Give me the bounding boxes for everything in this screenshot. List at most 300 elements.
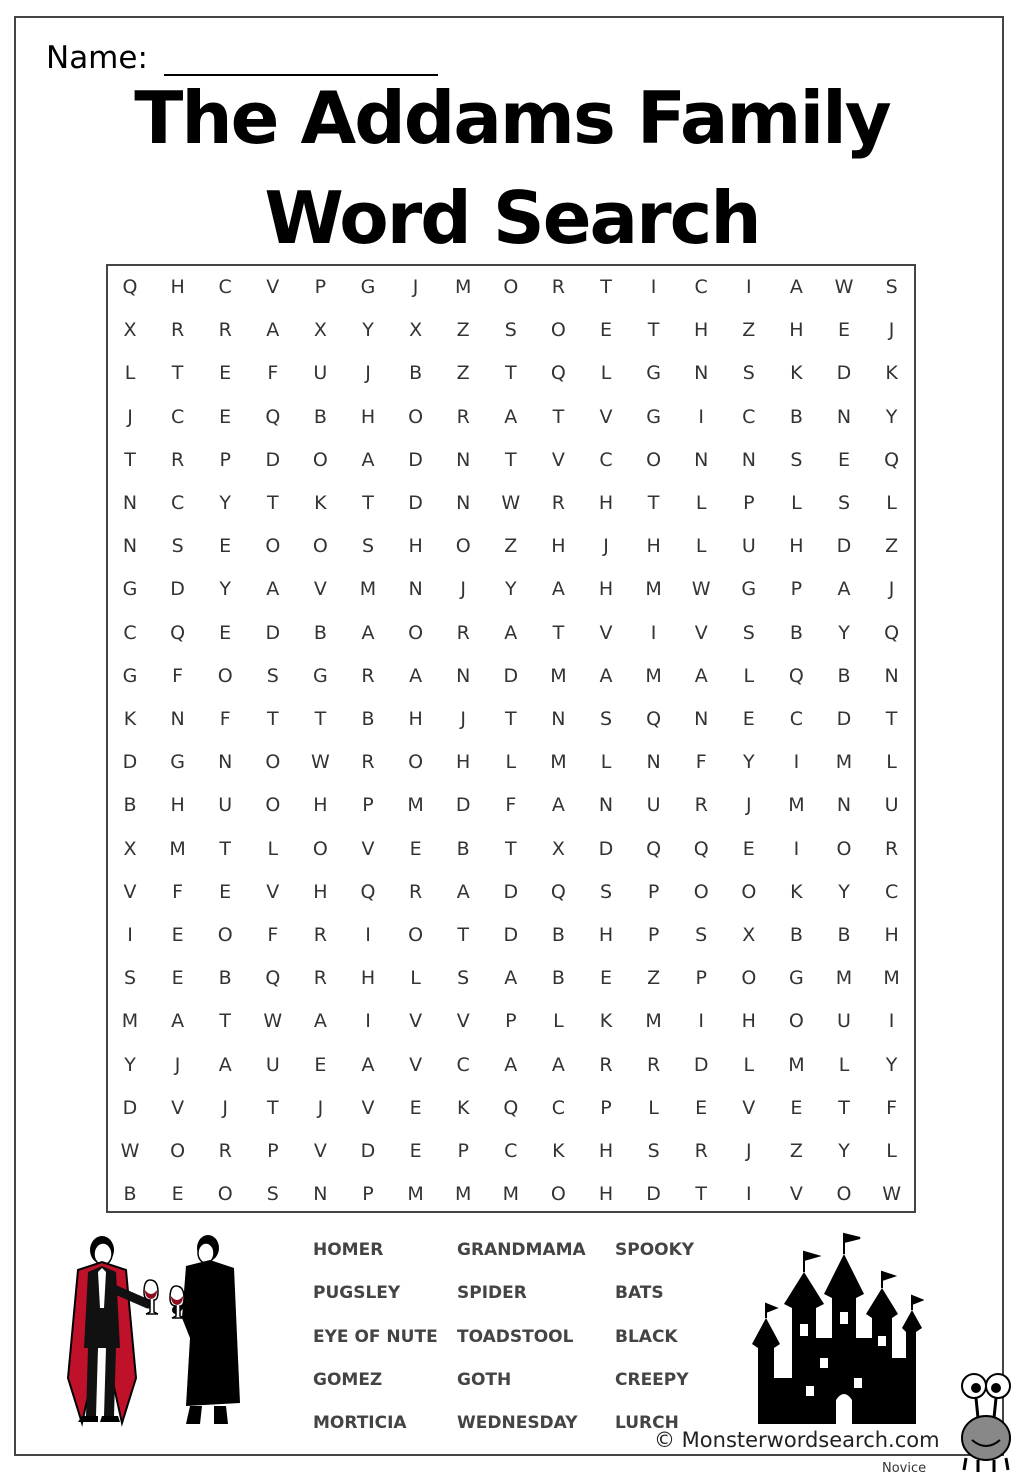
grid-letter[interactable]: T [504, 837, 517, 860]
grid-letter[interactable]: O [408, 405, 424, 428]
grid-letter[interactable]: T [171, 362, 184, 385]
grid-letter[interactable]: Y [362, 319, 374, 342]
grid-letter[interactable]: E [219, 621, 232, 644]
grid-letter[interactable]: C [123, 621, 137, 644]
grid-letter[interactable]: H [456, 751, 471, 774]
grid-letter[interactable]: F [695, 751, 707, 774]
grid-letter[interactable]: J [745, 1140, 752, 1162]
grid-letter[interactable]: H [598, 492, 614, 514]
grid-letter[interactable]: B [837, 664, 851, 687]
grid-letter[interactable]: A [266, 319, 280, 342]
grid-letter[interactable]: D [836, 362, 852, 385]
grid-letter[interactable]: O [408, 751, 424, 774]
grid-letter[interactable]: O [646, 448, 662, 471]
grid-letter[interactable]: A [361, 621, 375, 644]
grid-letter[interactable]: J [174, 1053, 181, 1076]
grid-letter[interactable]: S [123, 967, 137, 990]
grid-letter[interactable]: H [789, 319, 804, 342]
grid-letter[interactable]: B [789, 405, 803, 428]
grid-letter[interactable]: H [884, 924, 899, 946]
grid-letter[interactable]: I [745, 1183, 752, 1206]
grid-letter[interactable]: L [791, 492, 802, 514]
grid-letter[interactable]: N [122, 535, 138, 558]
grid-letter[interactable]: P [600, 1096, 612, 1119]
grid-letter[interactable]: C [599, 448, 613, 471]
grid-letter[interactable]: I [698, 405, 704, 428]
grid-letter[interactable]: N [456, 448, 471, 471]
grid-letter[interactable]: M [550, 664, 567, 687]
grid-letter[interactable]: I [793, 751, 800, 774]
grid-letter[interactable]: H [598, 1140, 614, 1162]
grid-letter[interactable]: L [695, 492, 707, 514]
grid-letter[interactable]: O [408, 621, 424, 644]
grid-letter[interactable]: D [836, 535, 852, 558]
grid-letter[interactable]: B [789, 621, 803, 644]
grid-letter[interactable]: F [172, 664, 184, 687]
grid-letter[interactable]: P [267, 1140, 279, 1162]
grid-letter[interactable]: Q [646, 708, 662, 730]
grid-letter[interactable]: T [552, 405, 565, 428]
grid-letter[interactable]: R [313, 924, 327, 946]
grid-letter[interactable]: I [650, 276, 657, 298]
grid-letter[interactable]: D [408, 492, 423, 514]
grid-letter[interactable]: J [365, 362, 371, 385]
grid-letter[interactable]: S [837, 492, 851, 514]
grid-letter[interactable]: S [599, 708, 613, 730]
grid-letter[interactable]: R [361, 664, 375, 687]
grid-letter[interactable]: Q [503, 1096, 519, 1119]
grid-letter[interactable]: N [551, 708, 566, 730]
grid-letter[interactable]: R [170, 319, 185, 342]
grid-letter[interactable]: T [266, 1096, 279, 1119]
grid-letter[interactable]: H [694, 319, 709, 342]
grid-letter[interactable]: V [456, 1010, 470, 1033]
grid-letter[interactable]: V [409, 1010, 423, 1033]
grid-letter[interactable]: R [694, 1140, 708, 1162]
grid-letter[interactable]: O [265, 751, 281, 774]
grid-letter[interactable]: B [218, 967, 232, 990]
grid-letter[interactable]: L [886, 492, 897, 514]
grid-letter[interactable]: V [599, 405, 613, 428]
grid-letter[interactable]: O [503, 276, 519, 298]
grid-letter[interactable]: M [359, 578, 377, 601]
grid-letter[interactable]: X [123, 837, 137, 860]
grid-letter[interactable]: D [408, 448, 423, 471]
grid-letter[interactable]: M [883, 967, 900, 990]
grid-letter[interactable]: M [169, 837, 186, 860]
grid-letter[interactable]: E [790, 1096, 803, 1119]
grid-letter[interactable]: U [265, 1053, 280, 1076]
grid-letter[interactable]: A [504, 1053, 518, 1076]
grid-letter[interactable]: Z [504, 535, 518, 558]
grid-letter[interactable]: H [741, 1010, 756, 1033]
grid-letter[interactable]: E [171, 1183, 184, 1206]
grid-letter[interactable]: Y [124, 1053, 136, 1076]
grid-letter[interactable]: N [170, 708, 185, 730]
grid-letter[interactable]: F [219, 708, 231, 730]
grid-letter[interactable]: A [551, 578, 565, 601]
grid-letter[interactable]: A [361, 448, 375, 471]
grid-letter[interactable]: U [313, 362, 328, 385]
grid-letter[interactable]: V [361, 837, 375, 860]
grid-letter[interactable]: T [504, 448, 517, 471]
grid-letter[interactable]: E [837, 319, 850, 342]
grid-letter[interactable]: B [409, 362, 423, 385]
grid-letter[interactable]: B [123, 794, 137, 817]
grid-letter[interactable]: R [361, 751, 375, 774]
grid-letter[interactable]: W [882, 1183, 901, 1206]
grid-letter[interactable]: K [456, 1096, 470, 1119]
grid-letter[interactable]: O [217, 664, 233, 687]
grid-letter[interactable]: S [504, 319, 517, 342]
grid-letter[interactable]: E [219, 880, 232, 903]
grid-letter[interactable]: T [504, 708, 517, 730]
grid-letter[interactable]: L [600, 751, 612, 774]
grid-letter[interactable]: Q [265, 405, 281, 428]
grid-letter[interactable]: M [788, 1053, 805, 1076]
grid-letter[interactable]: P [695, 967, 707, 990]
grid-letter[interactable]: O [836, 837, 852, 860]
grid-letter[interactable]: F [267, 924, 279, 946]
grid-letter[interactable]: R [884, 837, 899, 860]
grid-letter[interactable]: A [409, 664, 423, 687]
grid-letter[interactable]: Q [550, 362, 566, 385]
grid-letter[interactable]: H [313, 880, 328, 903]
grid-letter[interactable]: S [266, 664, 279, 687]
grid-letter[interactable]: I [365, 1010, 371, 1033]
grid-letter[interactable]: P [362, 1183, 374, 1206]
grid-letter[interactable]: O [217, 1183, 233, 1206]
grid-letter[interactable]: H [170, 276, 185, 298]
grid-letter[interactable]: E [695, 1096, 708, 1119]
grid-letter[interactable]: R [599, 1053, 613, 1076]
grid-letter[interactable]: T [362, 492, 374, 514]
grid-letter[interactable]: Z [647, 967, 661, 990]
grid-letter[interactable]: N [646, 751, 661, 774]
grid-letter[interactable]: S [599, 880, 613, 903]
grid-letter[interactable]: J [603, 535, 609, 558]
grid-letter[interactable]: J [412, 276, 419, 298]
grid-letter[interactable]: N [694, 362, 709, 385]
grid-letter[interactable]: N [456, 492, 471, 514]
grid-letter[interactable]: T [266, 708, 279, 730]
grid-letter[interactable]: V [313, 578, 327, 601]
grid-letter[interactable]: K [790, 880, 803, 903]
grid-letter[interactable]: P [505, 1010, 517, 1033]
grid-letter[interactable]: I [365, 924, 371, 946]
grid-letter[interactable]: N [836, 405, 852, 428]
grid-letter[interactable]: T [647, 319, 660, 342]
grid-letter[interactable]: Q [265, 967, 281, 990]
grid-letter[interactable]: T [124, 448, 136, 471]
grid-letter[interactable]: P [647, 924, 660, 946]
grid-letter[interactable]: A [266, 578, 280, 601]
grid-letter[interactable]: T [266, 492, 279, 514]
grid-letter[interactable]: B [551, 967, 565, 990]
grid-letter[interactable]: S [647, 1140, 660, 1162]
grid-letter[interactable]: T [647, 492, 660, 514]
grid-letter[interactable]: E [742, 708, 755, 730]
grid-letter[interactable]: A [504, 967, 518, 990]
grid-letter[interactable]: T [219, 837, 231, 860]
grid-letter[interactable]: I [793, 837, 800, 860]
grid-letter[interactable]: H [598, 578, 614, 601]
grid-letter[interactable]: Y [885, 1053, 898, 1076]
grid-letter[interactable]: O [741, 880, 757, 903]
grid-letter[interactable]: Q [693, 837, 709, 860]
grid-letter[interactable]: P [790, 578, 803, 601]
grid-letter[interactable]: G [646, 405, 661, 428]
grid-letter[interactable]: E [171, 967, 184, 990]
grid-letter[interactable]: Z [789, 1140, 803, 1162]
grid-letter[interactable]: D [693, 1053, 709, 1076]
grid-letter[interactable]: C [694, 276, 708, 298]
grid-letter[interactable]: G [741, 578, 757, 601]
grid-letter[interactable]: A [456, 880, 470, 903]
grid-letter[interactable]: H [360, 405, 376, 428]
grid-letter[interactable]: M [407, 1183, 424, 1206]
grid-letter[interactable]: B [313, 405, 327, 428]
grid-letter[interactable]: V [266, 276, 280, 298]
grid-letter[interactable]: L [886, 751, 897, 774]
grid-letter[interactable]: R [218, 1140, 232, 1162]
grid-letter[interactable]: U [884, 794, 899, 817]
grid-letter[interactable]: M [645, 578, 662, 601]
grid-letter[interactable]: E [409, 1140, 422, 1162]
grid-letter[interactable]: G [646, 362, 661, 385]
grid-letter[interactable]: W [501, 492, 521, 514]
grid-letter[interactable]: H [598, 924, 614, 946]
grid-letter[interactable]: O [550, 319, 566, 342]
grid-letter[interactable]: D [503, 924, 519, 946]
grid-letter[interactable]: M [645, 1010, 662, 1033]
grid-letter[interactable]: F [505, 794, 517, 817]
grid-letter[interactable]: I [650, 621, 657, 644]
grid-letter[interactable]: A [789, 276, 803, 298]
grid-letter[interactable]: B [789, 924, 803, 946]
grid-letter[interactable]: N [694, 448, 709, 471]
grid-letter[interactable]: L [648, 1096, 659, 1119]
grid-letter[interactable]: Q [122, 276, 138, 298]
grid-letter[interactable]: N [741, 448, 756, 471]
grid-letter[interactable]: N [694, 708, 709, 730]
grid-letter[interactable]: V [789, 1183, 803, 1206]
grid-letter[interactable]: Y [885, 405, 898, 428]
grid-letter[interactable]: K [123, 708, 137, 730]
grid-letter[interactable]: Y [742, 751, 755, 774]
grid-letter[interactable]: K [552, 1140, 565, 1162]
grid-letter[interactable]: A [694, 664, 708, 687]
grid-letter[interactable]: Q [788, 664, 804, 687]
grid-letter[interactable]: X [313, 319, 327, 342]
grid-letter[interactable]: N [313, 1183, 328, 1206]
grid-letter[interactable]: C [504, 1140, 518, 1162]
grid-letter[interactable]: M [835, 967, 853, 990]
grid-letter[interactable]: D [122, 751, 138, 774]
grid-letter[interactable]: C [742, 405, 756, 428]
grid-letter[interactable]: L [124, 362, 136, 385]
grid-letter[interactable]: Z [742, 319, 756, 342]
grid-letter[interactable]: B [456, 837, 470, 860]
grid-letter[interactable]: R [313, 967, 327, 990]
grid-letter[interactable]: V [551, 448, 565, 471]
grid-letter[interactable]: W [310, 751, 330, 774]
grid-letter[interactable]: X [409, 319, 423, 342]
grid-letter[interactable]: I [745, 276, 752, 298]
grid-letter[interactable]: Q [646, 837, 662, 860]
grid-letter[interactable]: R [551, 492, 565, 514]
grid-letter[interactable]: C [170, 405, 185, 428]
grid-letter[interactable]: B [123, 1183, 137, 1206]
grid-letter[interactable]: Y [838, 1140, 850, 1162]
grid-letter[interactable]: M [454, 276, 472, 298]
grid-letter[interactable]: L [267, 837, 279, 860]
grid-letter[interactable]: V [171, 1096, 185, 1119]
grid-letter[interactable]: H [598, 1183, 614, 1206]
grid-letter[interactable]: B [313, 621, 327, 644]
grid-letter[interactable]: C [218, 276, 232, 298]
grid-letter[interactable]: R [694, 794, 708, 817]
grid-letter[interactable]: L [600, 362, 612, 385]
grid-letter[interactable]: J [888, 319, 895, 342]
grid-letter[interactable]: M [454, 1183, 472, 1206]
grid-letter[interactable]: R [646, 1053, 661, 1076]
grid-letter[interactable]: S [885, 276, 898, 298]
grid-letter[interactable]: M [835, 751, 853, 774]
grid-letter[interactable]: N [884, 664, 899, 687]
grid-letter[interactable]: N [598, 794, 614, 817]
grid-letter[interactable]: O [836, 1183, 852, 1206]
grid-letter[interactable]: K [314, 492, 327, 514]
grid-letter[interactable]: N [836, 794, 852, 817]
grid-letter[interactable]: D [503, 664, 519, 687]
grid-letter[interactable]: P [219, 448, 231, 471]
grid-letter[interactable]: C [456, 1053, 470, 1076]
grid-letter[interactable]: L [553, 1010, 564, 1033]
grid-letter[interactable]: O [312, 837, 328, 860]
grid-letter[interactable]: S [695, 924, 708, 946]
grid-letter[interactable]: S [361, 535, 375, 558]
grid-letter[interactable]: M [121, 1010, 139, 1033]
grid-letter[interactable]: I [698, 1010, 704, 1033]
grid-letter[interactable]: O [312, 535, 328, 558]
grid-letter[interactable]: T [695, 1183, 707, 1206]
grid-letter[interactable]: L [743, 1053, 755, 1076]
grid-letter[interactable]: Q [884, 448, 900, 471]
grid-letter[interactable]: Y [504, 578, 517, 601]
grid-letter[interactable]: G [170, 751, 185, 774]
grid-letter[interactable]: C [884, 880, 899, 903]
grid-letter[interactable]: T [219, 1010, 231, 1033]
grid-letter[interactable]: D [646, 1183, 661, 1206]
grid-letter[interactable]: S [457, 967, 470, 990]
grid-letter[interactable]: D [170, 578, 185, 601]
grid-letter[interactable]: O [408, 924, 424, 946]
grid-letter[interactable]: Q [550, 880, 566, 903]
grid-letter[interactable]: O [693, 880, 709, 903]
grid-letter[interactable]: V [266, 880, 280, 903]
grid-letter[interactable]: W [263, 1010, 283, 1033]
grid-letter[interactable]: R [456, 405, 470, 428]
grid-letter[interactable]: M [502, 1183, 519, 1206]
grid-letter[interactable]: J [222, 1096, 228, 1119]
grid-letter[interactable]: E [409, 1096, 422, 1119]
grid-letter[interactable]: A [504, 405, 518, 428]
grid-letter[interactable]: A [551, 794, 565, 817]
grid-letter[interactable]: K [790, 362, 803, 385]
grid-letter[interactable]: A [218, 1053, 232, 1076]
grid-letter[interactable]: F [267, 362, 279, 385]
grid-letter[interactable]: A [551, 1053, 565, 1076]
grid-letter[interactable]: V [409, 1053, 423, 1076]
grid-letter[interactable]: L [838, 1053, 850, 1076]
grid-letter[interactable]: U [218, 794, 233, 817]
grid-letter[interactable]: E [599, 967, 612, 990]
grid-letter[interactable]: Z [456, 319, 470, 342]
grid-letter[interactable]: S [171, 535, 184, 558]
grid-letter[interactable]: M [645, 664, 662, 687]
grid-letter[interactable]: J [745, 794, 752, 817]
grid-letter[interactable]: P [457, 1140, 469, 1162]
grid-letter[interactable]: T [552, 621, 565, 644]
grid-letter[interactable]: D [360, 1140, 376, 1162]
grid-letter[interactable]: O [455, 535, 471, 558]
grid-letter[interactable]: Q [170, 621, 186, 644]
grid-letter[interactable]: S [266, 1183, 279, 1206]
grid-letter[interactable]: Z [456, 362, 470, 385]
grid-letter[interactable]: C [789, 708, 804, 730]
grid-letter[interactable]: P [647, 880, 660, 903]
grid-letter[interactable]: E [837, 448, 850, 471]
grid-letter[interactable]: E [219, 405, 232, 428]
grid-letter[interactable]: O [265, 535, 281, 558]
grid-letter[interactable]: B [551, 924, 565, 946]
grid-letter[interactable]: C [551, 1096, 566, 1119]
grid-letter[interactable]: R [551, 276, 565, 298]
grid-letter[interactable]: A [171, 1010, 185, 1033]
grid-letter[interactable]: G [360, 276, 376, 298]
grid-letter[interactable]: P [362, 794, 374, 817]
grid-letter[interactable]: N [408, 578, 423, 601]
grid-letter[interactable]: Z [885, 535, 899, 558]
grid-letter[interactable]: R [408, 880, 423, 903]
grid-letter[interactable]: L [886, 1140, 897, 1162]
grid-letter[interactable]: D [455, 794, 471, 817]
grid-letter[interactable]: D [598, 837, 614, 860]
grid-letter[interactable]: S [742, 362, 755, 385]
grid-letter[interactable]: T [885, 708, 898, 730]
grid-letter[interactable]: J [460, 578, 466, 601]
grid-letter[interactable]: J [460, 708, 466, 730]
grid-letter[interactable]: R [170, 448, 185, 471]
grid-letter[interactable]: O [312, 448, 328, 471]
grid-letter[interactable]: H [789, 535, 804, 558]
grid-letter[interactable]: W [691, 578, 711, 601]
grid-letter[interactable]: K [599, 1010, 613, 1033]
grid-letter[interactable]: W [120, 1140, 140, 1162]
grid-letter[interactable]: V [742, 1096, 756, 1119]
grid-letter[interactable]: V [599, 621, 613, 644]
grid-letter[interactable]: X [123, 319, 137, 342]
grid-letter[interactable]: P [743, 492, 755, 514]
grid-letter[interactable]: V [361, 1096, 375, 1119]
grid-letter[interactable]: Q [360, 880, 376, 903]
grid-letter[interactable]: L [505, 751, 517, 774]
grid-letter[interactable]: T [457, 924, 469, 946]
grid-letter[interactable]: F [886, 1096, 898, 1119]
grid-letter[interactable]: E [171, 924, 184, 946]
grid-letter[interactable]: B [837, 924, 851, 946]
